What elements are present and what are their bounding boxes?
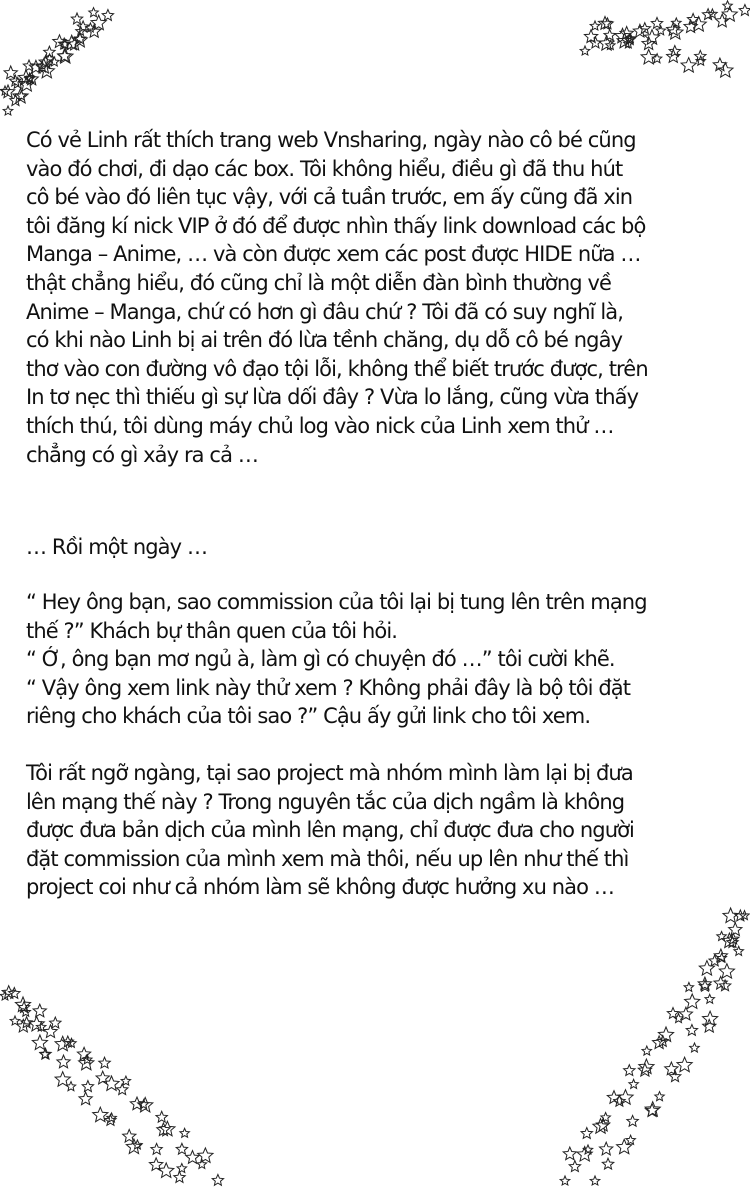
star-icon (590, 21, 600, 30)
star-icon (55, 1072, 70, 1087)
star-icon (598, 17, 611, 30)
star-border-top-left (0, 0, 120, 120)
star-icon (681, 58, 696, 73)
star-icon (600, 1142, 613, 1155)
text-line: Có vẻ Linh rất thích trang web Vnsharing, ngày nào cô bé cũng (26, 128, 636, 152)
star-icon (629, 1079, 639, 1088)
star-icon (13, 89, 28, 103)
text-line: “ Ớ, ông bạn mơ ngủ à, làm gì có chuyện đó …” tôi cười khẽ. (26, 647, 615, 672)
star-icon (212, 1174, 223, 1185)
text-line: cô bé vào đó liên tục vậy, với cả tuần trước, em ấy cũng đã xin (26, 185, 633, 210)
star-icon (703, 1011, 718, 1025)
text-line: Anime – Manga, chứ có hơn gì đâu chứ ? Tôi đã có suy nghĩ là, (26, 299, 623, 324)
star-icon (180, 1128, 190, 1137)
star-icon (174, 1172, 185, 1183)
star-icon (177, 1164, 187, 1173)
star-icon (117, 1084, 128, 1095)
star-icon (593, 1119, 608, 1134)
star-icon (3, 106, 13, 115)
star-icon (102, 10, 113, 21)
star-icon (32, 1035, 47, 1050)
star-icon (176, 1143, 187, 1154)
star-icon (82, 1081, 93, 1092)
star-icon (33, 1004, 46, 1017)
text-line: đặt commission của mình xem mà thôi, nếu up lên như thế thì (26, 846, 629, 871)
star-icon (644, 30, 659, 45)
star-icon (602, 1158, 614, 1169)
text-line: “ Vậy ông xem link này thử xem ? Không phải đây là bộ tôi đặt (26, 675, 631, 700)
star-icon (71, 13, 82, 24)
star-icon (677, 1057, 692, 1072)
star-icon (655, 1092, 665, 1101)
star-icon (138, 1097, 153, 1112)
star-icon (734, 946, 744, 955)
star-icon (607, 1091, 620, 1104)
star-icon (581, 1128, 592, 1139)
star-icon (686, 1025, 697, 1036)
star-icon (684, 982, 694, 991)
star-icon (569, 1161, 580, 1172)
text-line: tôi đăng kí nick VIP ở đó để được nhìn thấy link download các bộ (26, 213, 646, 238)
star-border-bottom-left (0, 980, 240, 1188)
star-icon (627, 1115, 638, 1126)
star-icon (624, 1065, 635, 1076)
text-line: thơ vào con đường vô đạo tội lỗi, không thể biết trước được, trên (26, 356, 648, 381)
star-icon (705, 994, 715, 1003)
star-icon (719, 964, 734, 978)
star-icon (198, 1148, 213, 1163)
text-line: thật chẳng hiểu, đó cũng chỉ là một diễn đàn bình thường về (26, 271, 612, 295)
star-icon (4, 66, 17, 79)
star-icon (186, 1151, 199, 1164)
star-icon (717, 932, 727, 941)
star-icon (698, 977, 711, 990)
star-icon (685, 994, 700, 1008)
star-icon (57, 1055, 70, 1068)
star-border-bottom-right (550, 900, 750, 1188)
star-icon (79, 1092, 92, 1105)
text-line: riêng cho khách của tôi sao ?” Cậu ấy gửi link cho tôi xem. (26, 704, 591, 729)
text-line: Manga – Anime, … và còn được xem các post được HIDE nữa … (26, 242, 641, 267)
text-line: Tôi rất ngỡ ngàng, tại sao project mà nhóm mình làm lại bị đưa (26, 761, 633, 785)
star-icon (580, 46, 590, 55)
text-line: thế ?” Khách bự thân quen của tôi hỏi. (26, 618, 398, 643)
star-icon (96, 1071, 109, 1084)
star-icon (626, 1135, 636, 1144)
star-icon (672, 18, 682, 27)
text-line: được đưa bản dịch của mình lên mạng, chỉ được đưa cho người (26, 818, 634, 843)
star-icon (739, 5, 750, 16)
text-line: “ Hey ông bạn, sao commission của tôi lại bị tung lên trên mạng (26, 590, 647, 614)
star-icon (718, 63, 733, 78)
star-icon (729, 923, 742, 936)
text-line: lên mạng thế này ? Trong nguyên tắc của dịch ngầm là không (26, 789, 625, 814)
star-icon (156, 1111, 167, 1122)
star-icon (197, 1159, 207, 1168)
star-icon (560, 1176, 570, 1185)
text-line: thích thú, tôi dùng máy chủ log vào nick của Linh xem thử … (26, 414, 614, 438)
text-line: In tơ nẹc thì thiếu gì sự lừa dối đây ? Vừa lo lắng, cũng vừa thấy (26, 385, 639, 410)
star-icon (714, 976, 727, 989)
star-border-top-right (570, 0, 750, 80)
star-icon (656, 26, 666, 35)
text-line: có khi nào Linh bị ai trên đó lừa tềnh chăng, dụ dỗ cô bé ngây (26, 328, 623, 353)
star-icon (679, 1007, 692, 1020)
star-icon (590, 1176, 600, 1185)
star-icon (639, 23, 650, 34)
text-line: vào đó chơi, đi dạo các box. Tôi không hiểu, điều gì đã thu hút (26, 156, 623, 181)
text-line: … Rồi một ngày … (26, 535, 208, 559)
star-icon (0, 86, 10, 95)
star-icon (159, 1163, 174, 1178)
text-line: project coi như cả nhóm làm sẽ không được hưởng xu nào … (26, 875, 614, 900)
text-line: chẳng có gì xảy ra cả … (26, 442, 258, 467)
star-icon (44, 1025, 57, 1038)
star-icon (89, 8, 99, 17)
star-icon (690, 1043, 700, 1052)
star-icon (618, 1090, 633, 1105)
star-icon (151, 1143, 162, 1154)
star-icon (563, 1147, 576, 1160)
star-icon (66, 1082, 76, 1091)
star-icon (617, 1139, 632, 1153)
star-icon (642, 1046, 652, 1055)
star-icon (99, 1057, 111, 1068)
